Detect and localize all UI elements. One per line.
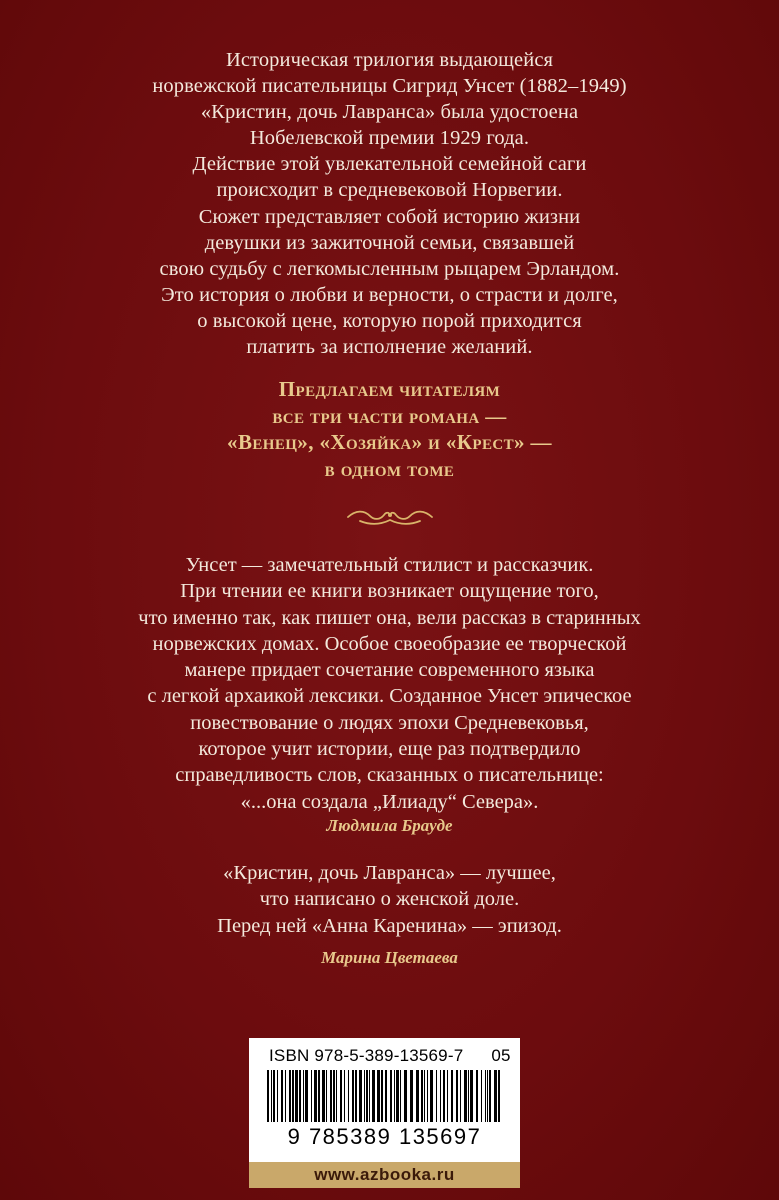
description-line: о высокой цене, которую порой приходится xyxy=(197,309,582,332)
description-paragraph xyxy=(0,47,779,360)
quote-line: «...она создала „Илиаду“ Севера». xyxy=(240,790,539,813)
description-line: девушки из зажиточной семьи, связавшей xyxy=(204,231,575,254)
quote-line: справедливость слов, сказанных о писательнице: xyxy=(175,764,604,787)
isbn-label xyxy=(269,1046,511,1066)
barcode-digits: 9 785389 135697 xyxy=(287,1124,482,1149)
barcode xyxy=(249,1038,520,1162)
publisher-url[interactable]: www.azbooka.ru xyxy=(249,1162,520,1188)
description-line: свою судьбу с легкомысленным рыцарем Эрландом. xyxy=(159,257,620,280)
isbn-number: ISBN 978-5-389-13569-7 xyxy=(269,1046,464,1065)
description-line: платить за исполнение желаний. xyxy=(246,336,533,359)
quote-line: Перед ней «Анна Каренина» — эпизод. xyxy=(217,914,562,937)
promo-line: все три части романа — xyxy=(272,403,507,428)
quote-line: Унсет — замечательный стилист и рассказчик. xyxy=(185,554,594,576)
quote-line: что именно так, как пишет она, вели рассказ в старинных xyxy=(138,606,641,629)
barcode-bars-icon xyxy=(265,1070,505,1126)
description-line: норвежской писательницы Сигрид Унсет (1882–1949) xyxy=(152,75,627,98)
quote-brauda xyxy=(0,552,779,815)
description-line: Это история о любви и верности, о страсти и долге, xyxy=(161,283,618,306)
description-line: Сюжет представляет собой историю жизни xyxy=(198,205,581,228)
quote-line: «Кристин, дочь Лавранса» — лучшее, xyxy=(223,862,556,884)
promo-text xyxy=(0,376,779,482)
quote-line: что написано о женской доле. xyxy=(259,888,520,911)
quote-line: которое учит истории, еще раз подтвердило xyxy=(198,738,581,761)
description-line: происходит в средневековой Норвегии. xyxy=(216,179,563,202)
isbn-addon: 05 xyxy=(491,1046,511,1065)
promo-line: «Венец», «Хозяйка» и «Крест» — xyxy=(227,430,552,454)
quote-line: норвежских домах. Особое своеобразие ее творческой xyxy=(152,632,627,655)
quote-author: Людмила Брауде xyxy=(326,816,453,835)
quote-line: манере придает сочетание современного языка xyxy=(184,659,595,682)
promo-line: Предлагаем читателям xyxy=(278,377,501,401)
quote-tsvetaeva xyxy=(0,860,779,939)
description-line: Действие этой увлекательной семейной саги xyxy=(192,153,587,176)
promo-line: в одном томе xyxy=(324,456,455,481)
quote-author: Марина Цветаева xyxy=(321,948,458,967)
quote-line: с легкой архаикой лексики. Созданное Унсет эпическое xyxy=(147,685,632,708)
quote-line: При чтении ее книги возникает ощущение того, xyxy=(180,580,599,603)
quote-line: повествование о людях эпохи Средневековья, xyxy=(190,711,589,734)
description-line: Историческая трилогия выдающейся xyxy=(225,49,554,71)
ornament-flourish-icon xyxy=(346,506,434,528)
description-line: Нобелевской премии 1929 года. xyxy=(249,127,530,150)
description-line: «Кристин, дочь Лавранса» была удостоена xyxy=(200,101,579,124)
